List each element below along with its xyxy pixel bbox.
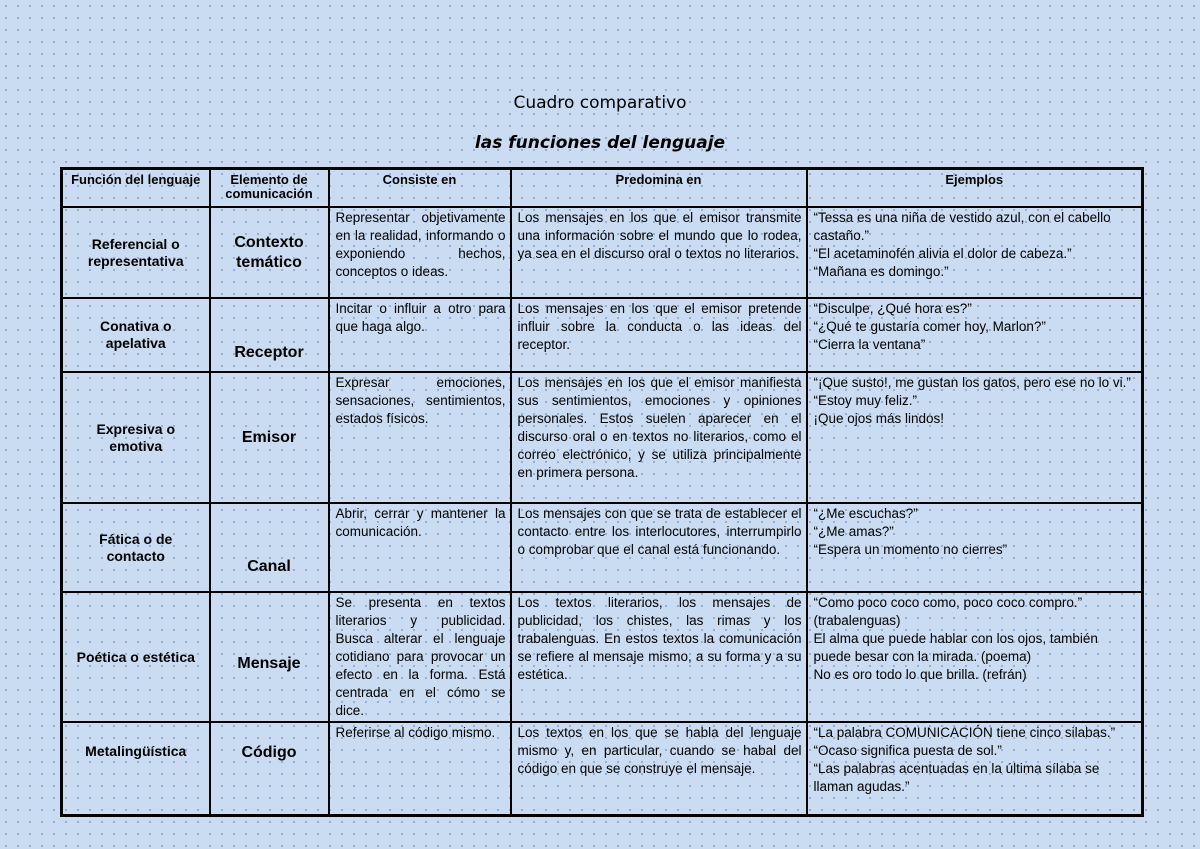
cell-funcion: Expresiva o emotiva [62,372,210,503]
cell-predomina: Los mensajes en los que el emisor pretende influir sobre la conducta o las ideas del receptor. [511,298,807,372]
cell-elemento: Código [210,722,329,815]
cell-funcion: Conativa o apelativa [62,298,210,372]
cell-predomina: Los mensajes en los que el emisor transmite una información sobre el mundo que lo rodea, ya sea en el discurso oral o textos no literarios. [511,207,807,298]
cell-ejemplos [807,503,1143,592]
example-line: “Como poco coco como, poco coco compro.” (trabalenguas) [813,595,1083,628]
example-line: “Disculpe, ¿Qué hora es?” [813,301,972,316]
cell-elemento: Mensaje [210,592,329,722]
example-line: “El acetaminofén alivia el dolor de cabeza.” [813,246,1072,261]
example-line: “¿Me escuchas?” [813,506,918,521]
example-line: “¿Me amas?” [813,524,894,539]
header-funcion: Función del lenguaje [62,169,210,208]
example-line: “Tessa es una niña de vestido azul, con el cabello castaño.” [813,210,1111,243]
table-row [62,722,1143,815]
header-consiste: Consiste en [329,169,511,208]
example-line: “¡Que susto!, me gustan los gatos, pero ese no lo vi.” [813,375,1131,390]
cell-consiste: Se presenta en textos literarios y publicidad. Busca alterar el lenguaje cotidiano para provocar un efecto en la forma. Está centrada en el cómo se dice. [329,592,511,722]
cell-predomina: Los textos en los que se habla del lenguaje mismo y, en particular, cuando se habal del código en que se construye el mensaje. [511,722,807,815]
example-line: El alma que puede hablar con los ojos, también puede besar con la mirada. (poema) [813,631,1098,664]
table-row [62,503,1143,592]
cell-funcion: Metalingüística [62,722,210,815]
example-line: “Las palabras acentuadas en la última sílaba se llaman agudas.” [813,761,1100,794]
cell-predomina: Los mensajes en los que el emisor manifiesta sus sentimientos, emociones y opiniones personales. Estos suelen aparecer en el discurso oral o en textos no literarios, como el correo electrónico, y se utiliza principalmente en primera persona. [511,372,807,503]
cell-elemento: Receptor [210,298,329,372]
header-predomina: Predomina en [511,169,807,208]
cell-consiste: Abrir, cerrar y mantener la comunicación. [329,503,511,592]
comparison-table [60,167,1144,817]
cell-predomina: Los mensajes con que se trata de establecer el contacto entre los interlocutores, interrumpirlo o comprobar que el canal está funcionando. [511,503,807,592]
page-title: Cuadro comparativo [513,93,687,113]
cell-consiste: Referirse al código mismo. [329,722,511,815]
table-row [62,592,1143,722]
cell-funcion: Referencial o representativa [62,207,210,298]
example-line: “La palabra COMUNICACIÓN tiene cinco silabas.” [813,725,1116,740]
table-row [62,372,1143,503]
example-line: “Espera un momento no cierres” [813,542,1008,557]
page-subtitle: las funciones del lenguaje [474,133,726,153]
example-line: ¡Que ojos más lindos! [813,411,945,426]
example-line: “Mañana es domingo.” [813,264,949,279]
cell-funcion: Fática o de contacto [62,503,210,592]
header-ejemplos: Ejemplos [807,169,1143,208]
table-header-row [62,169,1143,208]
example-line: “¿Qué te gustaría comer hoy, Marlon?” [813,319,1046,334]
cell-elemento: Emisor [210,372,329,503]
cell-ejemplos [807,298,1143,372]
table-row [62,207,1143,298]
cell-consiste: Representar objetivamente en la realidad, informando o exponiendo hechos, conceptos o ideas. [329,207,511,298]
cell-consiste: Incitar o influir a otro para que haga algo. [329,298,511,372]
cell-ejemplos [807,207,1143,298]
cell-consiste: Expresar emociones, sensaciones, sentimientos, estados físicos. [329,372,511,503]
table-row [62,298,1143,372]
cell-ejemplos [807,372,1143,503]
cell-elemento: Contexto temático [210,207,329,298]
example-line: “Cierra la ventana” [813,337,926,352]
header-elemento: Elemento de comunicación [210,169,329,208]
example-line: No es oro todo lo que brilla. (refrán) [813,667,1027,682]
example-line: “Ocaso significa puesta de sol.” [813,743,1002,758]
cell-funcion: Poética o estética [62,592,210,722]
cell-ejemplos [807,722,1143,815]
cell-ejemplos [807,592,1143,722]
example-line: “Estoy muy feliz.” [813,393,918,408]
cell-predomina: Los textos literarios, los mensajes de publicidad, los chistes, las rimas y los trabalenguas. En estos textos la comunicación se refiere al mensaje mismo, a su forma y a su estética. [511,592,807,722]
cell-elemento: Canal [210,503,329,592]
